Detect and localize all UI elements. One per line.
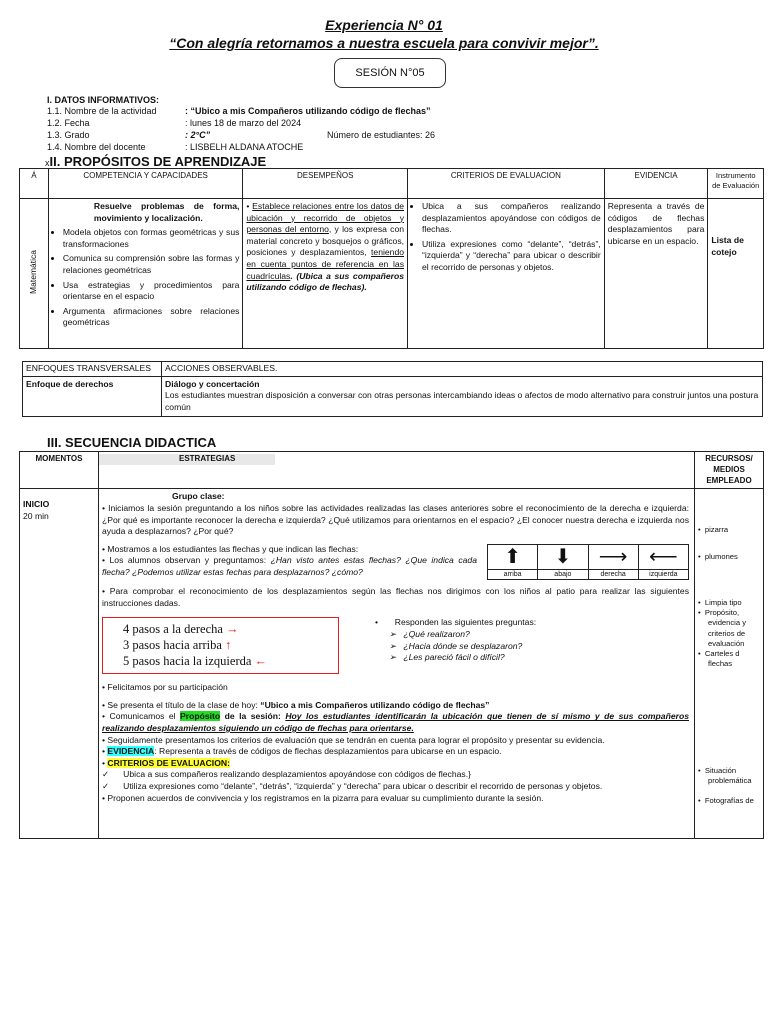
area-cell xyxy=(20,199,49,349)
resource-item: • Situación problemática xyxy=(698,765,752,785)
paragraph-text: Para comprobar el reconocimiento de los desplazamientos según las flechas nos dirigimos con los niños al patio para realizar las siguientes instrucciones dadas. xyxy=(102,586,689,608)
col-estrategias-cell xyxy=(99,452,695,489)
info-label: 1.2. Fecha xyxy=(47,118,90,128)
step: 3 pasos hacia arriba ↑ xyxy=(123,638,232,653)
info-row xyxy=(47,106,157,116)
desempeno-part: teniendo en cuenta puntos de referencia en las cuadrículas xyxy=(246,247,405,281)
criterion: ✓ Ubica a sus compañeros realizando desplazamientos apoyándose con códigos de flechas.} xyxy=(102,769,471,780)
accion-text: Los estudiantes muestran disposición a conversar con otras personas intercambiando ideas o afectos de modo alternativo para construir juntos una postura común xyxy=(165,390,759,412)
paragraph: • Se presenta el título de la clase de hoy: “Ubico a mis Compañeros utilizando código de flechas” xyxy=(102,699,490,710)
arrow-label: derecha xyxy=(589,569,638,579)
arrows-chart xyxy=(487,544,689,580)
step: 5 pasos hacia la izquierda ← xyxy=(123,653,268,668)
resource-item: • pizarra xyxy=(698,525,729,535)
resources-cell xyxy=(695,489,764,839)
step: 4 pasos a la derecha → xyxy=(123,622,239,637)
check-icon: ✓ xyxy=(102,769,110,780)
col-instrumento: Instrumento de Evaluación xyxy=(708,169,764,199)
paragraph: • EVIDENCIA: Representa a través de códigos de flechas desplazamientos para ubicarse en un espacio. xyxy=(102,746,502,757)
paragraph: • Proponen acuerdos de convivencia y los registramos en la pizarra para evaluar su cumplimiento durante la sesión. xyxy=(102,792,544,803)
arrow-up-icon: ↑ xyxy=(225,638,232,653)
resource-item: • Fotografías de xyxy=(698,796,754,806)
arrow-left-card xyxy=(639,545,688,579)
info-label: 1.4. Nombre del docente xyxy=(47,142,146,152)
competencia-cell xyxy=(48,199,243,349)
teacher-value: : LISBELH ALDANA ATOCHE xyxy=(185,142,304,152)
info-heading: I. DATOS INFORMATIVOS: xyxy=(47,95,159,105)
criterion: ✓ Utiliza expresiones como “delante”, “detrás”, “izquierda” y “derecha” para ubicar o describir el recorrido de personas y objetos. xyxy=(102,781,603,792)
acciones-col-header: ACCIONES OBSERVABLES. xyxy=(162,362,763,377)
session-badge: SESIÓN N°05 xyxy=(334,58,446,88)
question: ➢ ¿Les pareció fácil o difícil? xyxy=(389,652,505,663)
desempeno-part: , y los expresa con material concreto y bosquejos o gráficos, posiciones y desplazamientos, xyxy=(246,224,405,258)
instructions-box xyxy=(102,617,339,674)
paragraph-text: Iniciamos la sesión preguntando a los niños sobre las actividades realizadas las clases anteriores sobre el reconocimiento de la derecha e izquierda: ¿Por qué es importante reconocer la derecha e izquierda? ¿Qué utilizamos para orientarnos en el espacio? ¿El conocer nuestra derecha e izquierda nos ayuda a desplazarnos? ¿Por qué? xyxy=(102,502,689,537)
grade-value: : 2°C” xyxy=(185,130,211,140)
heading-prefix: x xyxy=(45,158,50,168)
paragraph: • Iniciamos la sesión preguntando a los niños sobre las actividades realizadas las clases anteriores sobre el reconocimiento de la derecha e izquierda: ¿Por qué es importante reconocer la derecha e izquierda? ¿Qué utilizamos para orientarnos en el espacio? ¿El conocer nuestra derecha e izquierda nos ayuda a desplazarnos? ¿Por qué? xyxy=(102,502,689,537)
paragraph: • Felicitamos por su participación xyxy=(102,682,228,693)
arrow-down-card xyxy=(538,545,588,579)
arrow-label: abajo xyxy=(538,569,587,579)
resource-item: • plumones xyxy=(698,551,738,561)
resource-item: • Limpia tipo xyxy=(698,597,742,607)
arrow-down-icon: ⬇ xyxy=(554,545,572,568)
list-item: • Usa estrategias y procedimientos para orientarse en el espacio xyxy=(63,280,240,303)
section-2-heading xyxy=(45,154,266,169)
strategies-cell xyxy=(99,489,695,839)
col-momentos: MOMENTOS xyxy=(20,452,99,489)
paragraph: • Mostramos a los estudiantes las flechas y que indican las flechas: xyxy=(102,543,359,554)
arrow-right-card xyxy=(589,545,639,579)
activity-name: : “Ubico a mis Compañeros utilizando código de flechas” xyxy=(185,106,431,116)
col-competencia: COMPETENCIA Y CAPACIDADES xyxy=(48,169,243,199)
info-label: 1.3. Grado xyxy=(47,130,90,140)
col-criterios: CRITERIOS DE EVALUACION xyxy=(408,169,605,199)
desempeno-cell: • Establece relaciones entre los datos de ubicación y recorrido de objetos y personas del entorno, y los expresa con material concreto y bosquejos o gráficos, posiciones y desplazamientos, teniendo en cuenta puntos de referencia en las cuadrículas. (Ubica a sus compañeros utilizando código de flechas). xyxy=(243,199,408,349)
sequence-table xyxy=(19,451,764,839)
students-count: Número de estudiantes: 26 xyxy=(327,130,436,140)
section-3-heading: III. SECUENCIA DIDACTICA xyxy=(47,435,217,450)
paragraph-text: Los alumnos observan y preguntamos: xyxy=(109,555,271,566)
heading-text: II. PROPÓSITOS DE APRENDIZAJE xyxy=(49,154,267,169)
instrumento-cell: Lista de cotejo xyxy=(708,199,764,349)
paragraph-text: Mostramos a los estudiantes las flechas y que indican las flechas: xyxy=(107,543,359,554)
moment-cell xyxy=(20,489,99,839)
instructions-block xyxy=(102,617,689,674)
moment-duration: 20 min xyxy=(23,510,49,521)
arrow-label: izquierda xyxy=(639,569,688,579)
desempeno-part: . (Ubica a sus compañeros utilizando código de flechas). xyxy=(246,270,405,293)
paragraph: • CRITERIOS DE EVALUACION: xyxy=(102,757,230,768)
list-item: • Argumenta afirmaciones sobre relaciones geométricas xyxy=(63,306,240,329)
paragraph-text: ¿Han visto antes estas flechas? ¿Que indica cada flecha? ¿Podemos utilizar estas fechas para desplazarnos? ¿cómo? xyxy=(102,555,477,577)
arrows-block xyxy=(102,544,689,580)
desempeno-part: Establece relaciones entre los datos de ubicación y recorrido de objetos y personas del entorno xyxy=(246,201,405,235)
document-title: Experiencia N° 01 xyxy=(325,17,443,33)
accion-cell xyxy=(162,376,763,416)
enfoques-col-header: ENFOQUES TRANSVERSALES xyxy=(23,362,162,377)
paragraph: • Los alumnos observan y preguntamos: ¿Han visto antes estas flechas? ¿Que indica cada flecha? ¿Podemos utilizar estas fechas para desplazarnos? ¿cómo? xyxy=(102,555,477,577)
paragraph: • Para comprobar el reconocimiento de los desplazamientos según las flechas nos dirigimos con los niños al patio para realizar las siguientes instrucciones dadas. xyxy=(102,586,689,608)
date-value: : lunes 18 de marzo del 2024 xyxy=(185,118,302,128)
evidencia-cell: Representa a través de códigos de flechas desplazamientos para ubicarse en un espacio. xyxy=(604,199,708,349)
accion-title: Diálogo y concertación xyxy=(165,378,260,389)
arrow-up-card xyxy=(488,545,538,579)
question: ➢ ¿Qué realizaron? xyxy=(389,628,470,639)
questions-block xyxy=(375,617,536,674)
check-icon: ✓ xyxy=(102,781,110,792)
col-desempenos: DESEMPEÑOS xyxy=(243,169,408,199)
arrow-right-icon: → xyxy=(226,622,239,637)
paragraph: • Comunicamos el Propósito de la sesión: Hoy los estudiantes identificarán la ubicación que tienen de sí mismo y de sus compañeros realizando desplazamientos siguiendo un código de flechas para orientarse. xyxy=(102,711,689,734)
arrow-label: arriba xyxy=(488,569,537,579)
document-subtitle: “Con alegría retornamos a nuestra escuela para convivir mejor”. xyxy=(169,35,599,51)
paragraph: • Seguidamente presentamos los criterios de evaluación que se tendrán en cuenta para lograr el propósito y presentar su evidencia. xyxy=(102,734,605,745)
arrow-left-icon: ⟵ xyxy=(649,545,678,568)
proposals-table xyxy=(19,168,764,349)
resource-item: • Carteles d flechas xyxy=(698,649,740,669)
info-label: 1.1. Nombre de la actividad xyxy=(47,106,157,116)
list-item: • Ubica a sus compañeros realizando desplazamientos apoyándose con códigos de flechas. xyxy=(422,201,601,236)
moment-name: INICIO xyxy=(23,499,50,510)
col-estrategias: ESTRATEGIAS xyxy=(99,454,275,465)
question: ➢ ¿Hacia dónde se desplazaron? xyxy=(389,640,523,651)
capacidades-list xyxy=(52,227,240,329)
col-area: Á xyxy=(20,169,49,199)
questions-heading: • Responden las siguientes preguntas: xyxy=(375,617,537,628)
enfoques-table xyxy=(22,361,763,417)
list-item: • Comunica su comprensión sobre las formas y relaciones geométricas xyxy=(63,253,240,276)
arrow-left-icon: ← xyxy=(254,653,268,668)
col-evidencia: EVIDENCIA xyxy=(604,169,708,199)
list-item: • Modela objetos con formas geométricas y sus transformaciones xyxy=(63,227,240,250)
resource-item: • Propósito, evidencia y criterios de evaluación xyxy=(698,608,746,648)
col-recursos: RECURSOS/ MEDIOS EMPLEADO xyxy=(695,452,764,489)
grupo-label: Grupo clase: xyxy=(172,491,225,502)
enfoque-name: Enfoque de derechos xyxy=(23,376,162,416)
criterios-cell xyxy=(408,199,605,349)
area-label: Matemática xyxy=(28,249,39,294)
list-item: • Utiliza expresiones como “delante”, “detrás”, “izquierda” y “derecha” para ubicar o describir el recorrido de personas y objetos. xyxy=(422,239,601,274)
arrow-up-icon: ⬆ xyxy=(504,545,521,568)
competencia-title: Resuelve problemas de forma, movimiento y localización. xyxy=(93,201,240,223)
arrow-right-icon: ⟶ xyxy=(598,545,628,568)
